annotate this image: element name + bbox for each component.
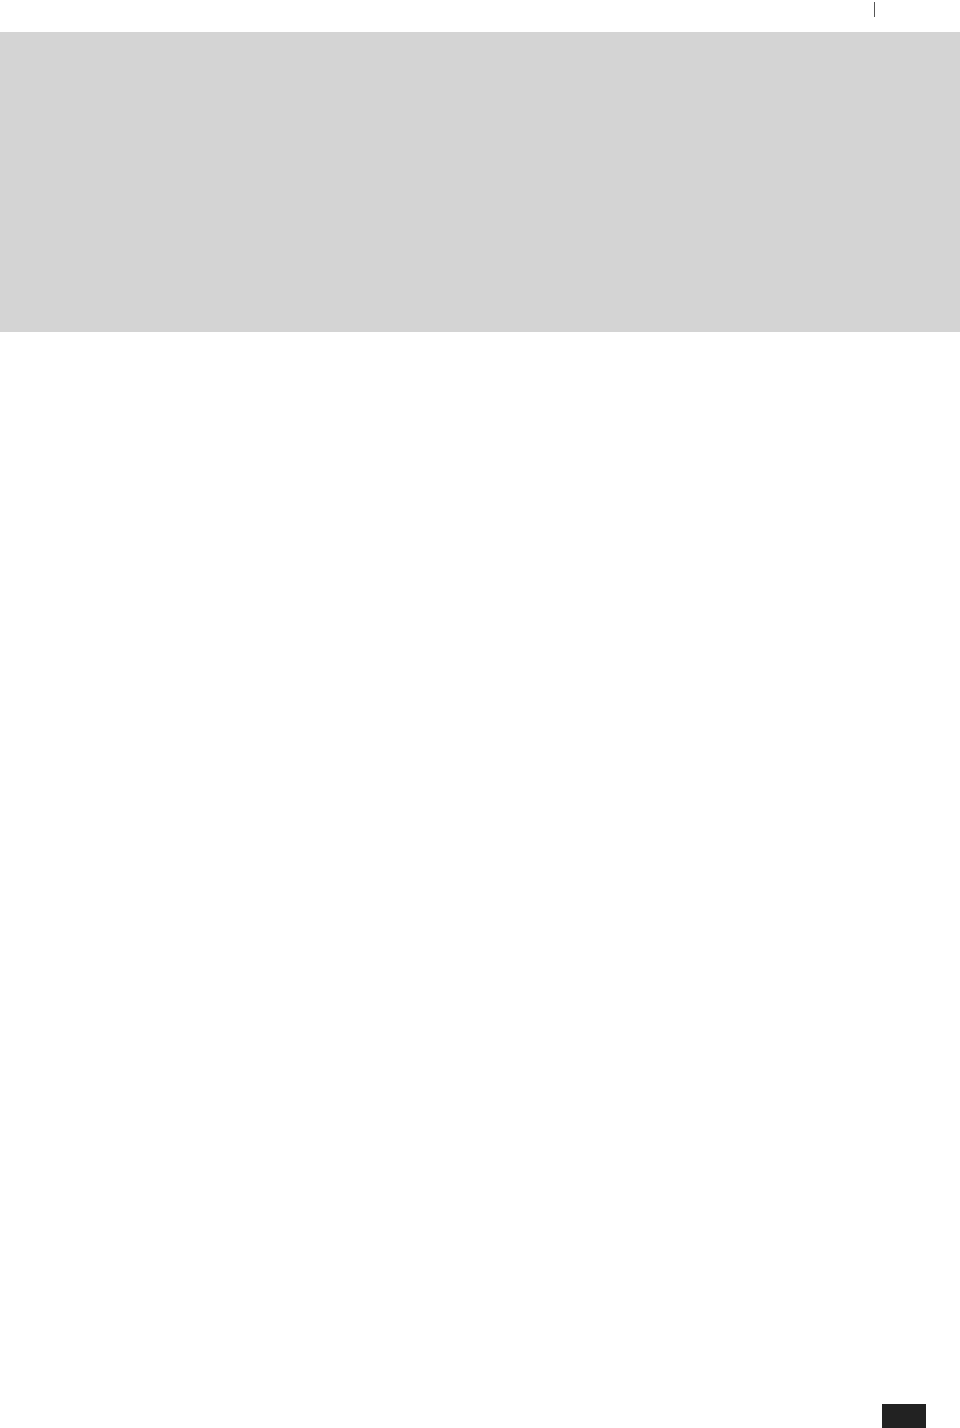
page-number	[882, 1404, 926, 1428]
page-header	[0, 0, 960, 30]
highlight-box	[0, 32, 960, 332]
header-divider	[874, 2, 875, 17]
